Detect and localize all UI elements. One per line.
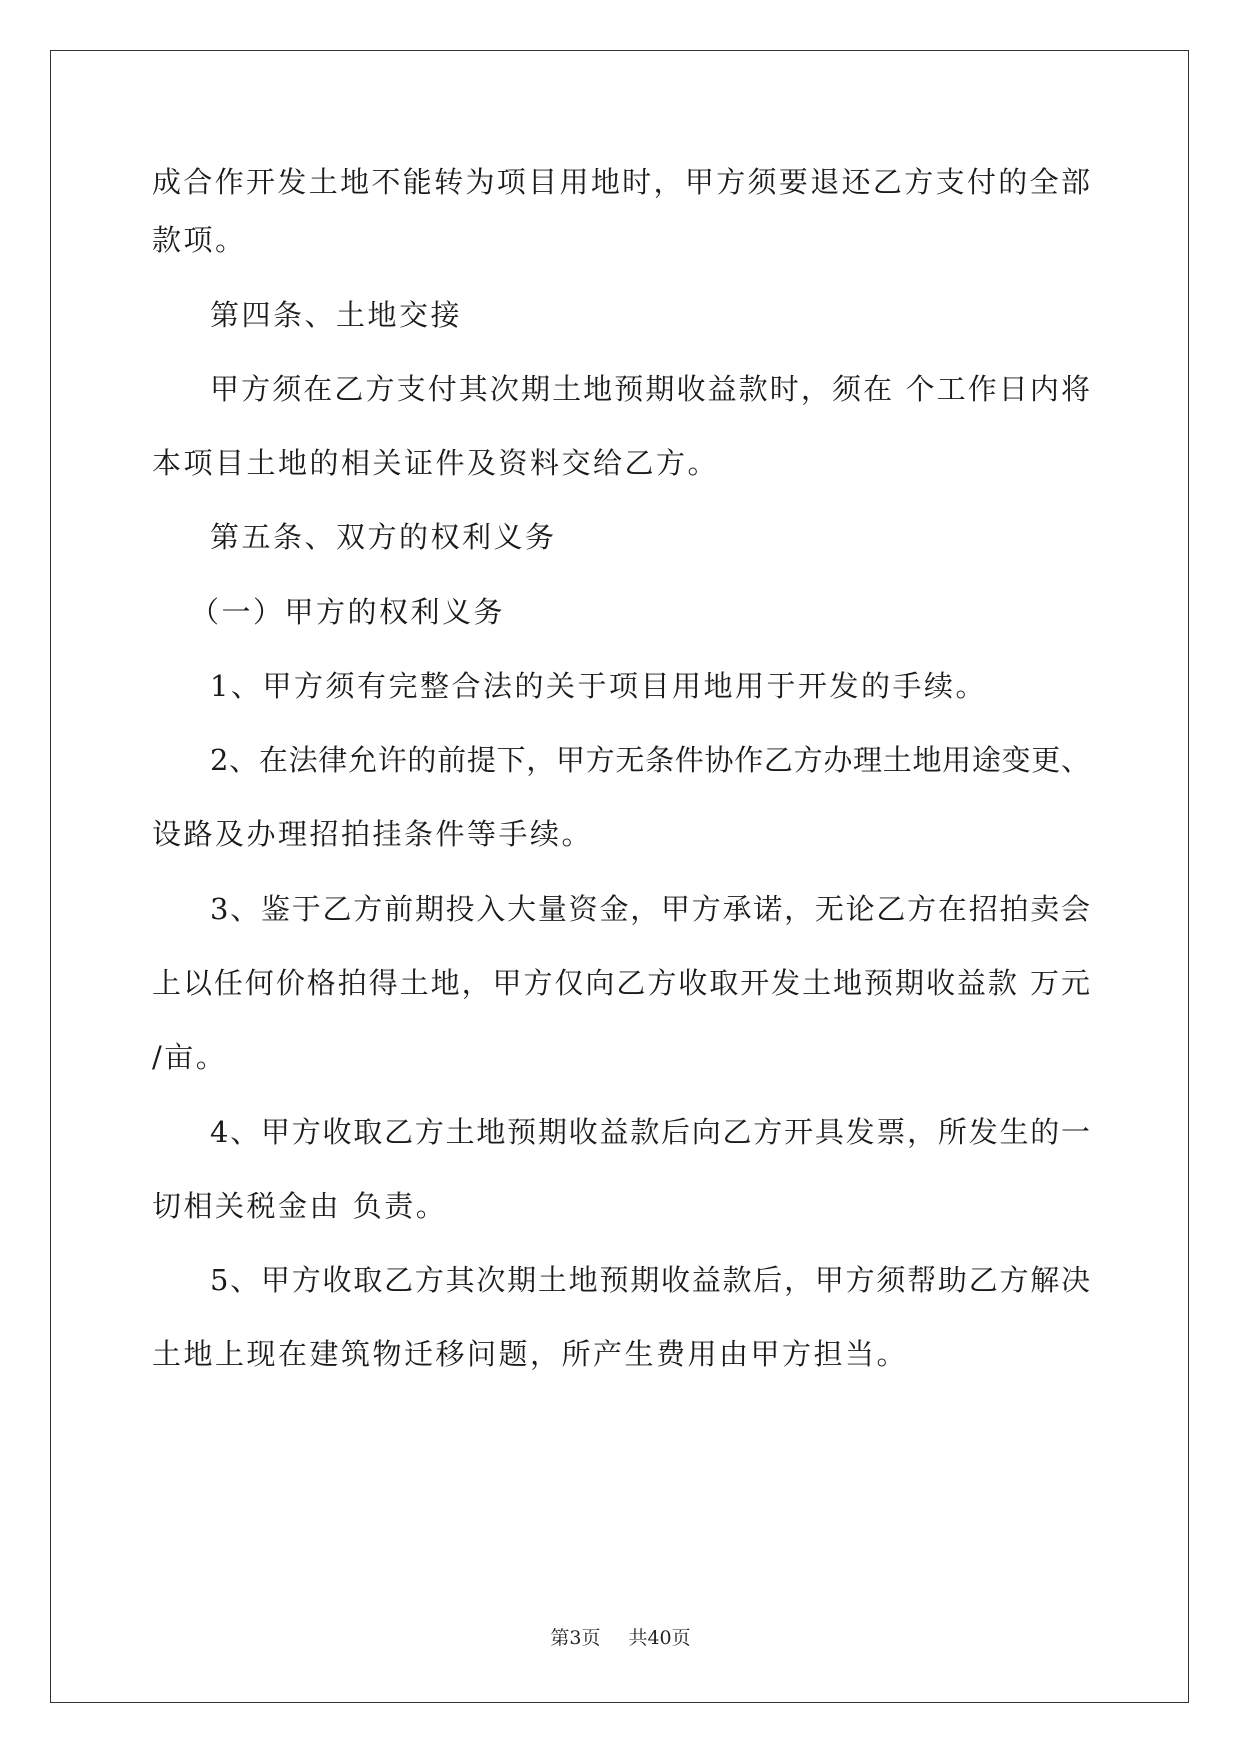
- paragraph-line: 1、甲方须有完整合法的关于项目用地用于开发的手续。: [210, 669, 987, 703]
- paragraph-line: 款项。: [152, 223, 247, 257]
- paragraph-line: 上以任何价格拍得土地，甲方仅向乙方收取开发土地预期收益款 万元: [152, 966, 1090, 1000]
- paragraph-line: 5、甲方收取乙方其次期土地预期收益款后，甲方须帮助乙方解决: [210, 1263, 1090, 1297]
- current-page-label: 第3页: [550, 1627, 601, 1649]
- paragraph-line: 甲方须在乙方支付其次期土地预期收益款时，须在 个工作日内将: [210, 372, 1090, 406]
- page-footer: [0, 1626, 1241, 1650]
- paragraph-line: 设路及办理招拍挂条件等手续。: [152, 817, 594, 851]
- paragraph-line: /亩。: [152, 1040, 228, 1074]
- section-heading: 第四条、土地交接: [210, 298, 463, 332]
- paragraph-line: 切相关税金由 负责。: [152, 1189, 448, 1223]
- subsection-heading: （一）甲方的权利义务: [190, 595, 506, 629]
- paragraph-line: 3、鉴于乙方前期投入大量资金，甲方承诺，无论乙方在招拍卖会: [210, 892, 1090, 926]
- paragraph-line: 本项目土地的相关证件及资料交给乙方。: [152, 446, 720, 480]
- paragraph-line: 成合作开发土地不能转为项目用地时，甲方须要退还乙方支付的全部: [152, 165, 1090, 199]
- paragraph-line: 土地上现在建筑物迁移问题，所产生费用由甲方担当。: [152, 1337, 909, 1371]
- total-pages-label: 共40页: [628, 1627, 691, 1649]
- paragraph-line: 4、甲方收取乙方土地预期收益款后向乙方开具发票，所发生的一: [210, 1115, 1090, 1149]
- paragraph-line: 2、在法律允许的前提下，甲方无条件协作乙方办理土地用途变更、: [210, 743, 1090, 777]
- section-heading: 第五条、双方的权利义务: [210, 520, 557, 554]
